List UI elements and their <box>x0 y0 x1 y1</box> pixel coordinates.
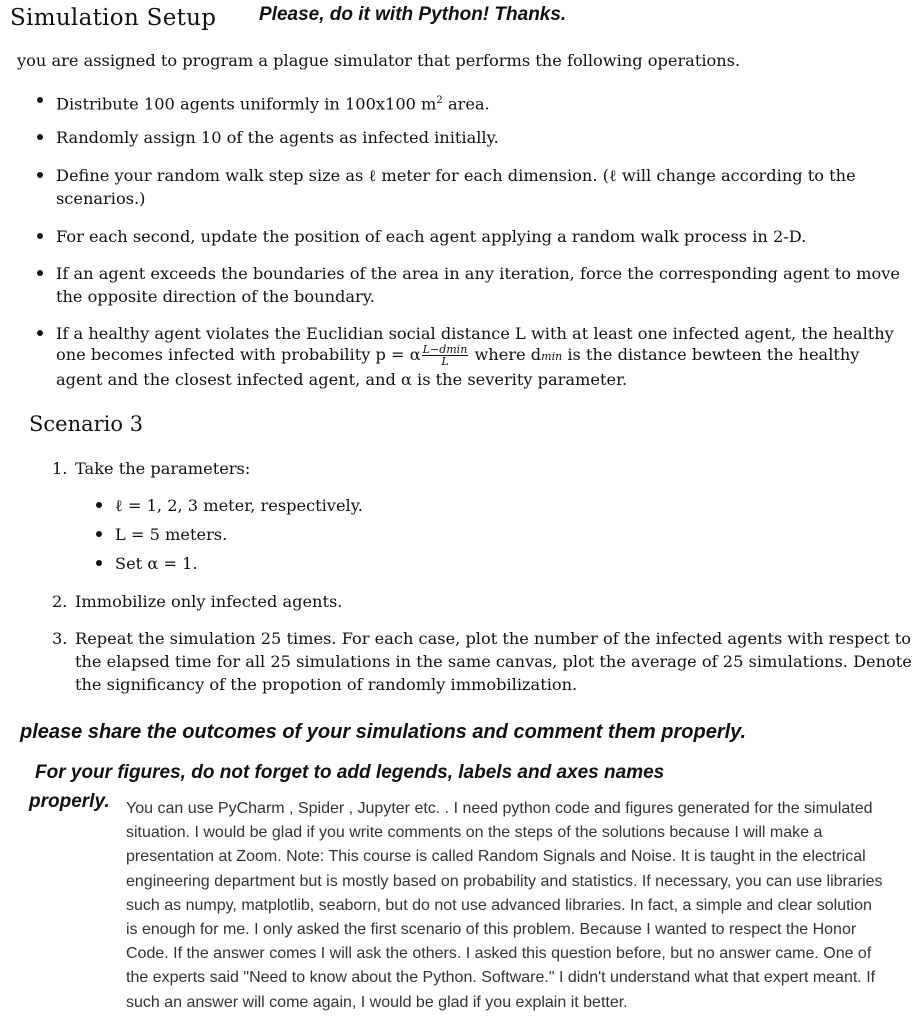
notes-line: Code. If the answer comes I will ask the others. I asked this question before, but no answer came. One of <box>126 945 872 963</box>
setup-item-distribute: Distribute 100 agents uniformly in 100x100 $m^2$ area. <box>56 94 490 114</box>
setup-item-walk: For each second, update the position of each agent applying a random walk process in 2-D. <box>56 227 807 246</box>
bullet-icon <box>96 502 102 508</box>
share-outcomes-note: please share the outcomes of your simulations and comment them properly. <box>20 721 747 743</box>
step-repeat-line1: Repeat the simulation 25 times. For each case, plot the number of the infected agents with respect to <box>75 629 912 648</box>
notes-line: situation. I would be glad if you write comments on the steps of the solutions because I will make a <box>126 824 823 842</box>
probability-fraction: $\frac{L-dmin}{L}$ <box>422 343 468 368</box>
bullet-icon <box>37 172 43 178</box>
step-number: 2. <box>52 592 68 611</box>
bullet-icon <box>96 531 102 537</box>
setup-item-step-line1: Define your random walk step size as ℓ meter for each dimension. (ℓ will change according to the <box>56 166 856 185</box>
intro-text: you are assigned to program a plague simulator that performs the following operations. <box>17 51 741 70</box>
figures-note-line2: properly. <box>29 791 110 812</box>
additional-notes-paragraph <box>126 797 916 1015</box>
bullet-icon <box>37 330 43 336</box>
python-request-note: Please, do it with Python! Thanks. <box>259 4 567 25</box>
bullet-icon <box>96 560 102 566</box>
setup-item-distance-line3: agent and the closest infected agent, and α is the severity parameter. <box>56 370 628 389</box>
setup-item-distance-formula: one becomes infected with probability p = α $\frac{L-dmin}{L}$ where dmin is the distance bewteen the healthy <box>56 343 860 368</box>
step-number: 3. <box>52 629 68 648</box>
notes-line: You can use PyCharm , Spider , Jupyter etc. . I need python code and figures generated for the simulated <box>126 800 873 817</box>
param-distance: L = 5 meters. <box>115 525 228 544</box>
notes-line: such an answer will come again, I would be glad if you explain it better. <box>126 993 628 1011</box>
notes-line: engineering department but is mostly based on probability and statistics. If necessary, you can use libraries <box>126 872 883 890</box>
scenario-title: Scenario 3 <box>29 412 144 436</box>
setup-item-boundary-line1: If an agent exceeds the boundaries of the area in any iteration, force the corresponding agent to move <box>56 264 900 283</box>
param-alpha: Set α = 1. <box>115 554 198 573</box>
setup-item-boundary-line2: the opposite direction of the boundary. <box>56 287 375 306</box>
notes-line: presentation at Zoom. Note: This course is called Random Signals and Noise. It is taught in the electrical <box>126 848 866 866</box>
bullet-icon <box>37 270 43 276</box>
param-step-size: ℓ = 1, 2, 3 meter, respectively. <box>115 496 363 515</box>
step-repeat-line2: the elapsed time for all 25 simulations in the same canvas, plot the average of 25 simulations. Denote <box>75 652 912 671</box>
step-immobilize: Immobilize only infected agents. <box>75 592 343 611</box>
setup-item-infect: Randomly assign 10 of the agents as infected initially. <box>56 128 499 147</box>
setup-item-distance-line1: If a healthy agent violates the Euclidian social distance L with at least one infected agent, the healthy <box>56 324 894 343</box>
notes-line: is enough for me. I only asked the first scenario of this problem. Because I wanted to respect the Honor <box>126 921 857 939</box>
step-repeat-line3: the significancy of the propotion of randomly immobilization. <box>75 675 578 694</box>
bullet-icon <box>37 97 43 103</box>
bullet-icon <box>37 233 43 239</box>
notes-line: the experts said "Need to know about the Python. Software." I didn't understand what that expert meant. If <box>126 969 876 987</box>
page-title: Simulation Setup <box>10 5 217 31</box>
step-number: 1. <box>52 459 68 478</box>
step-take-parameters: Take the parameters: <box>75 459 251 478</box>
bullet-icon <box>37 134 43 140</box>
figures-note-line1: For your figures, do not forget to add legends, labels and axes names <box>35 762 665 783</box>
setup-item-step-line2: scenarios.) <box>56 189 146 208</box>
notes-line: such as numpy, matplotlib, seaborn, but do not use advanced libraries. In fact, a simple and clear solution <box>126 896 872 914</box>
